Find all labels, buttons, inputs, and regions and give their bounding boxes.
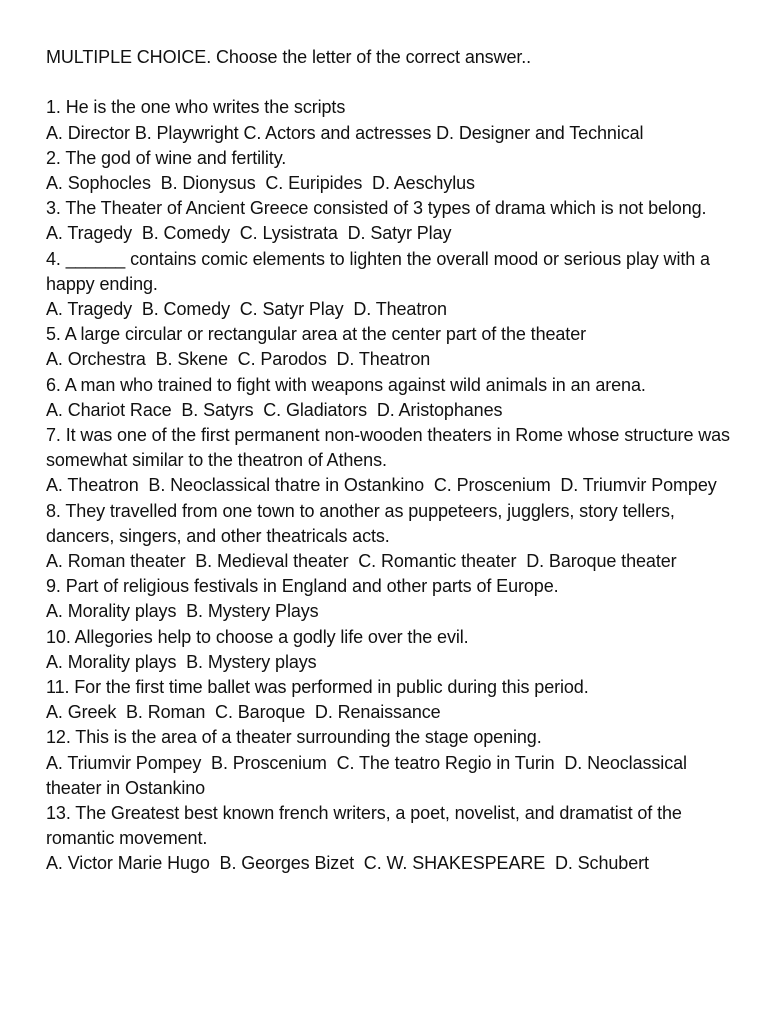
question-text: 1. He is the one who writes the scripts — [46, 97, 346, 118]
question-item — [46, 247, 746, 323]
answer-choices: A. Orchestra B. Skene C. Parodos D. Theatron — [46, 349, 431, 370]
answer-choices: A. Roman theater B. Medieval theater C. Romantic theater D. Baroque theater — [46, 551, 677, 572]
question-text: 6. A man who trained to fight with weapons against wild animals in an arena. — [46, 374, 646, 395]
question-item — [46, 373, 746, 423]
question-item — [46, 725, 746, 801]
question-text: 4. ______ contains comic elements to lighten the overall mood or serious play with a happy ending. — [46, 248, 715, 294]
question-text: 8. They travelled from one town to another as puppeteers, jugglers, story tellers, dancers, singers, and other theatricals acts. — [46, 500, 680, 546]
answer-choices: A. Chariot Race B. Satyrs C. Gladiators D. Aristophanes — [46, 399, 503, 420]
answer-choices: A. Triumvir Pompey B. Proscenium C. The teatro Regio in Turin D. Neoclassical theater in Ostankino — [46, 752, 692, 798]
question-item — [46, 95, 746, 145]
question-text: 2. The god of wine and fertility. — [46, 147, 287, 168]
question-item — [46, 675, 746, 725]
answer-choices: A. Victor Marie Hugo B. Georges Bizet C. W. SHAKESPEARE D. Schubert — [46, 853, 649, 874]
instructions-header: MULTIPLE CHOICE. Choose the letter of the correct answer.. — [46, 47, 532, 67]
question-item — [46, 499, 746, 575]
question-text: 11. For the first time ballet was performed in public during this period. — [46, 677, 589, 698]
question-item — [46, 574, 746, 624]
question-item — [46, 625, 746, 675]
question-item — [46, 801, 746, 877]
answer-choices: A. Sophocles B. Dionysus C. Euripides D. Aeschylus — [46, 173, 475, 193]
question-item — [46, 196, 746, 246]
answer-choices: A. Theatron B. Neoclassical thatre in Ostankino C. Proscenium D. Triumvir Pompey — [46, 475, 717, 496]
question-item — [46, 322, 746, 372]
quiz-document — [46, 45, 746, 877]
answer-choices: A. Tragedy B. Comedy C. Satyr Play D. Theatron — [46, 299, 447, 320]
answer-choices: A. Morality plays B. Mystery Plays — [46, 601, 319, 622]
blank-line — [46, 70, 746, 95]
answer-choices: A. Greek B. Roman C. Baroque D. Renaissance — [46, 702, 441, 723]
question-text: 9. Part of religious festivals in England and other parts of Europe. — [46, 576, 559, 597]
question-item — [46, 146, 746, 196]
question-text: 3. The Theater of Ancient Greece consisted of 3 types of drama which is not belong. — [46, 198, 707, 219]
answer-choices: A. Director B. Playwright C. Actors and actresses D. Designer and Technical — [46, 122, 644, 143]
answer-choices: A. Morality plays B. Mystery plays — [46, 651, 317, 672]
question-item — [46, 423, 746, 499]
question-text: 12. This is the area of a theater surrounding the stage opening. — [46, 727, 542, 748]
question-text: 5. A large circular or rectangular area at the center part of the theater — [46, 324, 587, 345]
question-text: 13. The Greatest best known french writers, a poet, novelist, and dramatist of the romantic movement. — [46, 803, 687, 849]
answer-choices: A. Tragedy B. Comedy C. Lysistrata D. Satyr Play — [46, 223, 452, 244]
question-text: 7. It was one of the first permanent non-wooden theaters in Rome whose structure was somewhat similar to the theatron of Athens. — [46, 425, 735, 471]
question-text: 10. Allegories help to choose a godly life over the evil. — [46, 626, 469, 647]
